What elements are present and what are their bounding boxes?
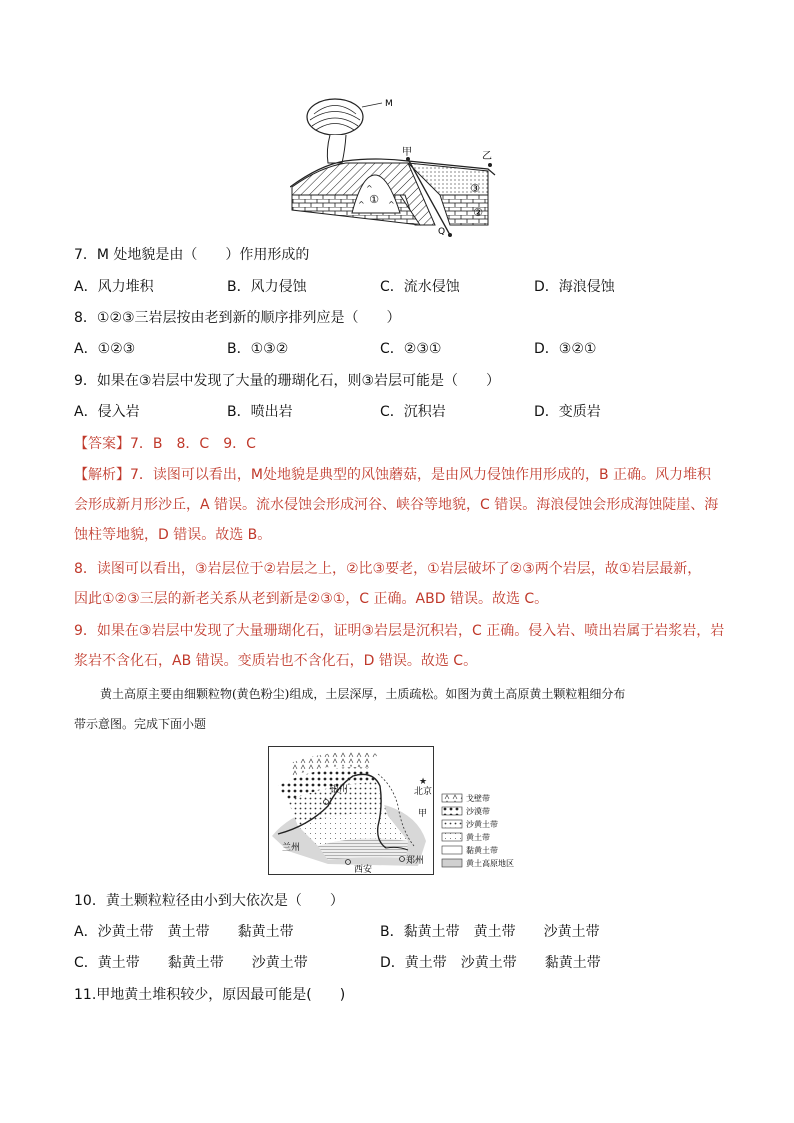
q9-option-c[interactable]: C．沉积岩 [380,404,446,420]
q10-option-c[interactable]: C．黄土带 黏黄土带 沙黄土带 [74,955,308,971]
city-lanzhou: 兰州 [282,843,301,853]
map-legend [442,793,514,868]
analysis-8-line-1: 8．读图可以看出，③岩层位于②岩层之上，②比③要老，①岩层破坏了②③两个岩层，故①岩层最新， [74,561,702,577]
answer-tag: 【答案】 [74,436,130,452]
q9-option-d[interactable]: D．变质岩 [534,404,601,420]
analysis-7-line-1 [74,465,711,485]
label-Q: Q [438,227,446,237]
svg-text:^: ^ [358,200,365,209]
legend-desert: 沙漠带 [466,807,490,816]
answer-text: 7．B 8．C 9．C [130,436,256,452]
legend-gobi: 戈壁带 [466,794,490,803]
analysis-7-text-1: 7．读图可以看出，M处地貌是典型的风蚀蘑菇，是由风力侵蚀作用形成的，B 正确。风力堆积 [130,467,712,483]
q8-option-d[interactable]: D．③②① [534,341,597,357]
legend-loess: 黄土带 [466,833,490,842]
q10-option-b[interactable]: B．黏黄土带 黄土带 沙黄土带 [380,924,600,940]
label-rock-3: ③ [470,182,480,195]
question-7-stem: 7．M 处地貌是由（ ）作用形成的 [74,247,310,263]
analysis-9-line-1: 9．如果在③岩层中发现了大量珊瑚化石，证明③岩层是沉积岩，C 正确。侵入岩、喷出岩属于岩浆岩，岩 [74,623,725,639]
analysis-8-line-2: 因此①②③三层的新老关系从老到新是②③①，C 正确。ABD 错误。故选 C。 [74,591,549,607]
question-8-stem: 8．①②③三岩层按由老到新的顺序排列应是（ ） [74,310,401,326]
label-rock-1: ① [369,193,379,206]
q10-option-a[interactable]: A．沙黄土带 黄土带 黏黄土带 [74,924,294,940]
loess-distribution-map [268,746,530,878]
question-9-stem: 9．如果在③岩层中发现了大量的珊瑚化石，则③岩层可能是（ ） [74,373,501,389]
q7-option-c[interactable]: C．流水侵蚀 [380,279,460,295]
svg-text:★: ★ [419,777,428,787]
q8-option-b[interactable]: B．①③② [227,341,289,357]
analysis-tag: 【解析】 [74,467,130,483]
legend-plateau: 黄土高原地区 [466,859,514,868]
question-10-stem: 10．黄土颗粒粒径由小到大依次是（ ） [74,893,344,909]
city-zhengzhou: 郑州 [406,856,425,866]
label-M: M [385,99,393,109]
intro-line-1: 黄土高原主要由细颗粒物(黄色粉尘)组成，土层深厚，土质疏松。如图为黄土高原黄土颗粒粗细分布 [100,687,626,701]
label-rock-2: ② [473,206,483,219]
intro-line-2: 带示意图。完成下面小题 [74,717,207,731]
question-11-stem: 11.甲地黄土堆积较少，原因最可能是( ) [74,987,346,1003]
q7-option-d[interactable]: D．海浪侵蚀 [534,279,615,295]
city-xian: 西安 [354,865,373,875]
legend-sand-loess: 沙黄土带 [466,820,498,829]
analysis-9-line-2: 浆岩不含化石，AB 错误。变质岩也不含化石，D 错误。故选 C。 [74,653,478,669]
svg-text:^: ^ [366,184,373,193]
analysis-7-line-2: 会形成新月形沙丘，A 错误。流水侵蚀会形成河谷、峡谷等地貌，C 错误。海浪侵蚀会形成海蚀陡崖、海 [74,497,719,513]
svg-text:^: ^ [388,200,395,209]
label-jia: 甲 [402,147,412,158]
city-yinchuan: 银川 [330,785,349,795]
legend-clay-loess: 黏黄土带 [466,846,498,855]
q9-option-b[interactable]: B．喷出岩 [227,404,293,420]
place-jia: 甲 [418,809,428,819]
q10-option-d[interactable]: D．黄土带 沙黄土带 黏黄土带 [380,955,601,971]
analysis-7-line-3: 蚀柱等地貌，D 错误。故选 B。 [74,527,272,543]
rock-layer-diagram [290,95,510,240]
answer-line [74,434,256,454]
q7-option-a[interactable]: A．风力堆积 [74,279,154,295]
q9-option-a[interactable]: A．侵入岩 [74,404,140,420]
q7-option-b[interactable]: B．风力侵蚀 [227,279,307,295]
label-yi: 乙 [482,151,492,162]
q8-option-c[interactable]: C．②③① [380,341,442,357]
city-beijing: 北京 [414,787,433,797]
q8-option-a[interactable]: A．①②③ [74,341,136,357]
